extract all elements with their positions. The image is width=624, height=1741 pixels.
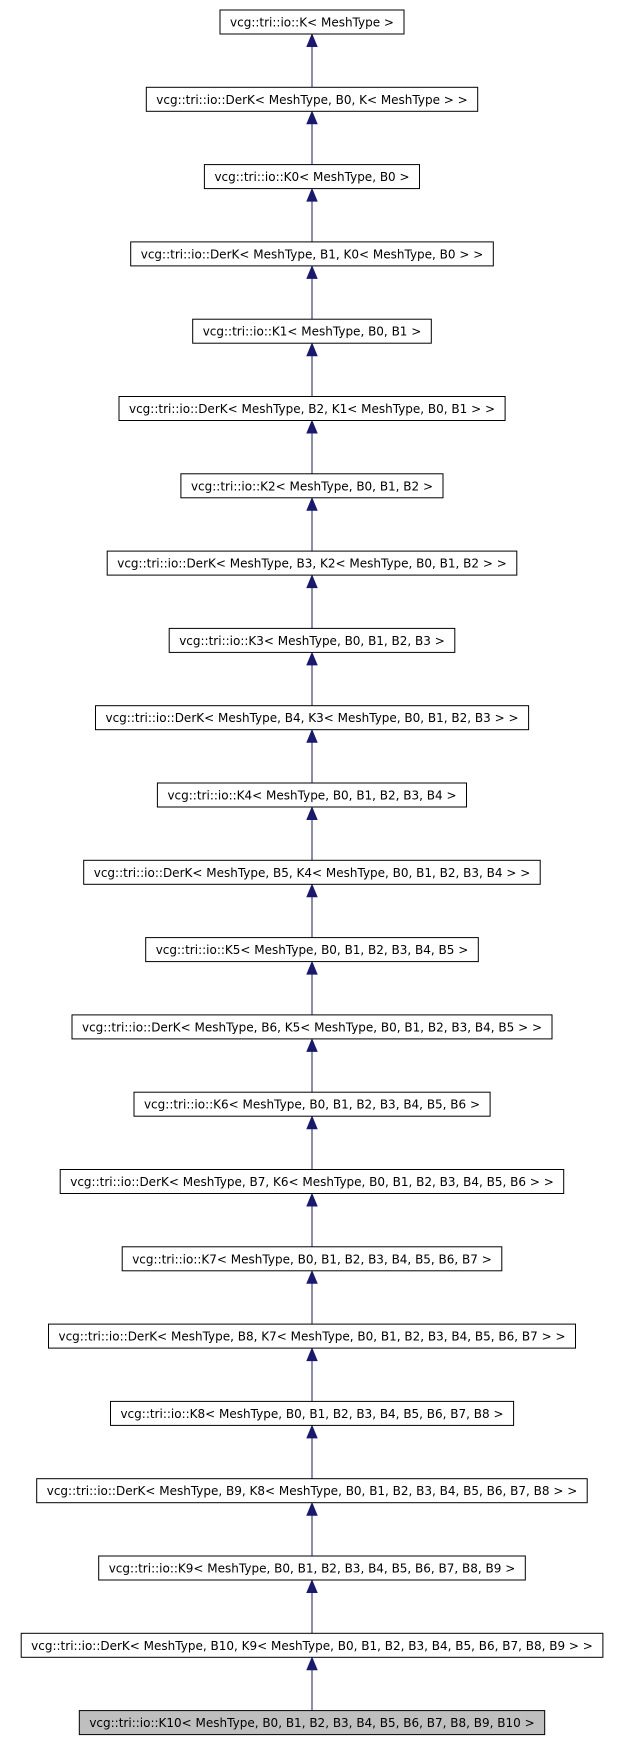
class-node[interactable] bbox=[220, 10, 404, 34]
inheritance-edge bbox=[307, 266, 317, 319]
edge-arrowhead bbox=[307, 730, 317, 742]
class-node[interactable] bbox=[181, 474, 443, 498]
class-node-label: vcg::tri::io::K4< MeshType, B0, B1, B2, B3, B4 > bbox=[167, 788, 457, 803]
class-node-label: vcg::tri::io::DerK< MeshType, B7, K6< MeshType, B0, B1, B2, B3, B4, B5, B6 > > bbox=[70, 1175, 554, 1189]
class-node-label: vcg::tri::io::DerK< MeshType, B5, K4< MeshType, B0, B1, B2, B3, B4 > > bbox=[93, 865, 531, 880]
inheritance-edge bbox=[307, 653, 317, 706]
class-node[interactable] bbox=[157, 783, 466, 807]
edge-arrowhead bbox=[307, 189, 317, 201]
class-node[interactable] bbox=[72, 1015, 552, 1039]
edge-arrowhead bbox=[307, 962, 317, 974]
edge-arrowhead bbox=[307, 1194, 317, 1206]
edge-arrowhead bbox=[307, 1581, 317, 1593]
class-node[interactable] bbox=[193, 319, 432, 343]
inheritance-edge bbox=[307, 808, 317, 861]
class-node[interactable] bbox=[146, 938, 479, 962]
class-node-label: vcg::tri::io::DerK< MeshType, B4, K3< MeshType, B0, B1, B2, B3 > > bbox=[105, 711, 519, 726]
inheritance-edge bbox=[307, 1426, 317, 1479]
class-node-label: vcg::tri::io::K0< MeshType, B0 > bbox=[214, 170, 410, 185]
class-node-label: vcg::tri::io::DerK< MeshType, B1, K0< MeshType, B0 > > bbox=[140, 247, 484, 262]
class-node[interactable] bbox=[122, 1247, 502, 1271]
edge-arrowhead bbox=[307, 421, 317, 433]
class-node[interactable] bbox=[84, 860, 541, 884]
class-node[interactable] bbox=[131, 242, 494, 266]
class-node[interactable] bbox=[49, 1324, 576, 1348]
class-node-label: vcg::tri::io::DerK< MeshType, B6, K5< MeshType, B0, B1, B2, B3, B4, B5 > > bbox=[81, 1020, 543, 1035]
class-node[interactable] bbox=[96, 706, 529, 730]
inheritance-edge bbox=[307, 730, 317, 783]
edge-arrowhead bbox=[307, 1503, 317, 1515]
inheritance-edge bbox=[307, 112, 317, 165]
edge-arrowhead bbox=[307, 1658, 317, 1670]
class-node-label: vcg::tri::io::K5< MeshType, B0, B1, B2, B3, B4, B5 > bbox=[155, 943, 469, 958]
inheritance-edge bbox=[307, 1581, 317, 1634]
edge-arrowhead bbox=[307, 576, 317, 588]
inheritance-edge bbox=[307, 344, 317, 397]
edge-arrowhead bbox=[307, 266, 317, 278]
class-node-label: vcg::tri::io::K1< MeshType, B0, B1 > bbox=[202, 324, 422, 339]
inheritance-edge bbox=[307, 576, 317, 629]
edge-arrowhead bbox=[307, 344, 317, 356]
edge-arrowhead bbox=[307, 35, 317, 47]
inheritance-edge bbox=[307, 1271, 317, 1324]
class-node[interactable] bbox=[99, 1556, 526, 1580]
edge-arrowhead bbox=[307, 885, 317, 897]
class-node-label: vcg::tri::io::K10< MeshType, B0, B1, B2, B3, B4, B5, B6, B7, B8, B9, B10 > bbox=[89, 1716, 535, 1731]
inheritance-edge bbox=[307, 1194, 317, 1247]
class-node-label: vcg::tri::io::DerK< MeshType, B0, K< MeshType > > bbox=[156, 92, 468, 107]
inheritance-edge bbox=[307, 962, 317, 1015]
class-node-label: vcg::tri::io::DerK< MeshType, B8, K7< MeshType, B0, B1, B2, B3, B4, B5, B6, B7 > > bbox=[58, 1329, 566, 1344]
inheritance-edge bbox=[307, 1039, 317, 1092]
class-node-label: vcg::tri::io::DerK< MeshType, B10, K9< MeshType, B0, B1, B2, B3, B4, B5, B6, B7, B8, B9 > > bbox=[31, 1638, 593, 1653]
inheritance-edge bbox=[307, 1117, 317, 1170]
edge-arrowhead bbox=[307, 1349, 317, 1361]
inheritance-edge bbox=[307, 189, 317, 242]
inheritance-edge bbox=[307, 498, 317, 551]
class-node-label: vcg::tri::io::DerK< MeshType, B3, K2< MeshType, B0, B1, B2 > > bbox=[117, 556, 507, 571]
edge-arrowhead bbox=[307, 653, 317, 665]
class-node-label: vcg::tri::io::K2< MeshType, B0, B1, B2 > bbox=[190, 479, 434, 494]
edge-arrowhead bbox=[307, 1271, 317, 1283]
class-node[interactable] bbox=[119, 397, 505, 421]
class-node[interactable] bbox=[79, 1711, 544, 1735]
class-node-label: vcg::tri::io::DerK< MeshType, B9, K8< MeshType, B0, B1, B2, B3, B4, B5, B6, B7, B8 > > bbox=[46, 1484, 578, 1499]
edge-arrowhead bbox=[307, 498, 317, 510]
class-node-label: vcg::tri::io::K7< MeshType, B0, B1, B2, B3, B4, B5, B6, B7 > bbox=[132, 1252, 492, 1267]
class-node-label: vcg::tri::io::K9< MeshType, B0, B1, B2, B3, B4, B5, B6, B7, B8, B9 > bbox=[108, 1561, 516, 1576]
inheritance-edge bbox=[307, 35, 317, 88]
class-node-label: vcg::tri::io::K3< MeshType, B0, B1, B2, B3 > bbox=[179, 633, 445, 648]
inheritance-edge bbox=[307, 1658, 317, 1711]
edge-arrowhead bbox=[307, 1039, 317, 1051]
class-node[interactable] bbox=[111, 1401, 514, 1425]
class-node[interactable] bbox=[60, 1170, 564, 1194]
class-node[interactable] bbox=[107, 551, 517, 575]
class-node[interactable] bbox=[37, 1479, 588, 1503]
class-node[interactable] bbox=[169, 628, 455, 652]
inheritance-edge bbox=[307, 421, 317, 474]
class-node[interactable] bbox=[134, 1092, 490, 1116]
class-node[interactable] bbox=[146, 87, 477, 111]
class-node[interactable] bbox=[204, 165, 419, 189]
edge-arrowhead bbox=[307, 1426, 317, 1438]
edge-arrowhead bbox=[307, 808, 317, 820]
inheritance-edge bbox=[307, 885, 317, 938]
edge-arrowhead bbox=[307, 112, 317, 124]
inheritance-edge bbox=[307, 1503, 317, 1556]
class-node-label: vcg::tri::io::K< MeshType > bbox=[230, 15, 394, 30]
class-node-label: vcg::tri::io::DerK< MeshType, B2, K1< MeshType, B0, B1 > > bbox=[128, 402, 496, 416]
class-node-label: vcg::tri::io::K8< MeshType, B0, B1, B2, B3, B4, B5, B6, B7, B8 > bbox=[120, 1406, 504, 1421]
class-node[interactable] bbox=[21, 1633, 603, 1657]
class-node-label: vcg::tri::io::K6< MeshType, B0, B1, B2, B3, B4, B5, B6 > bbox=[143, 1097, 481, 1112]
inheritance-edge bbox=[307, 1349, 317, 1402]
edge-arrowhead bbox=[307, 1117, 317, 1129]
